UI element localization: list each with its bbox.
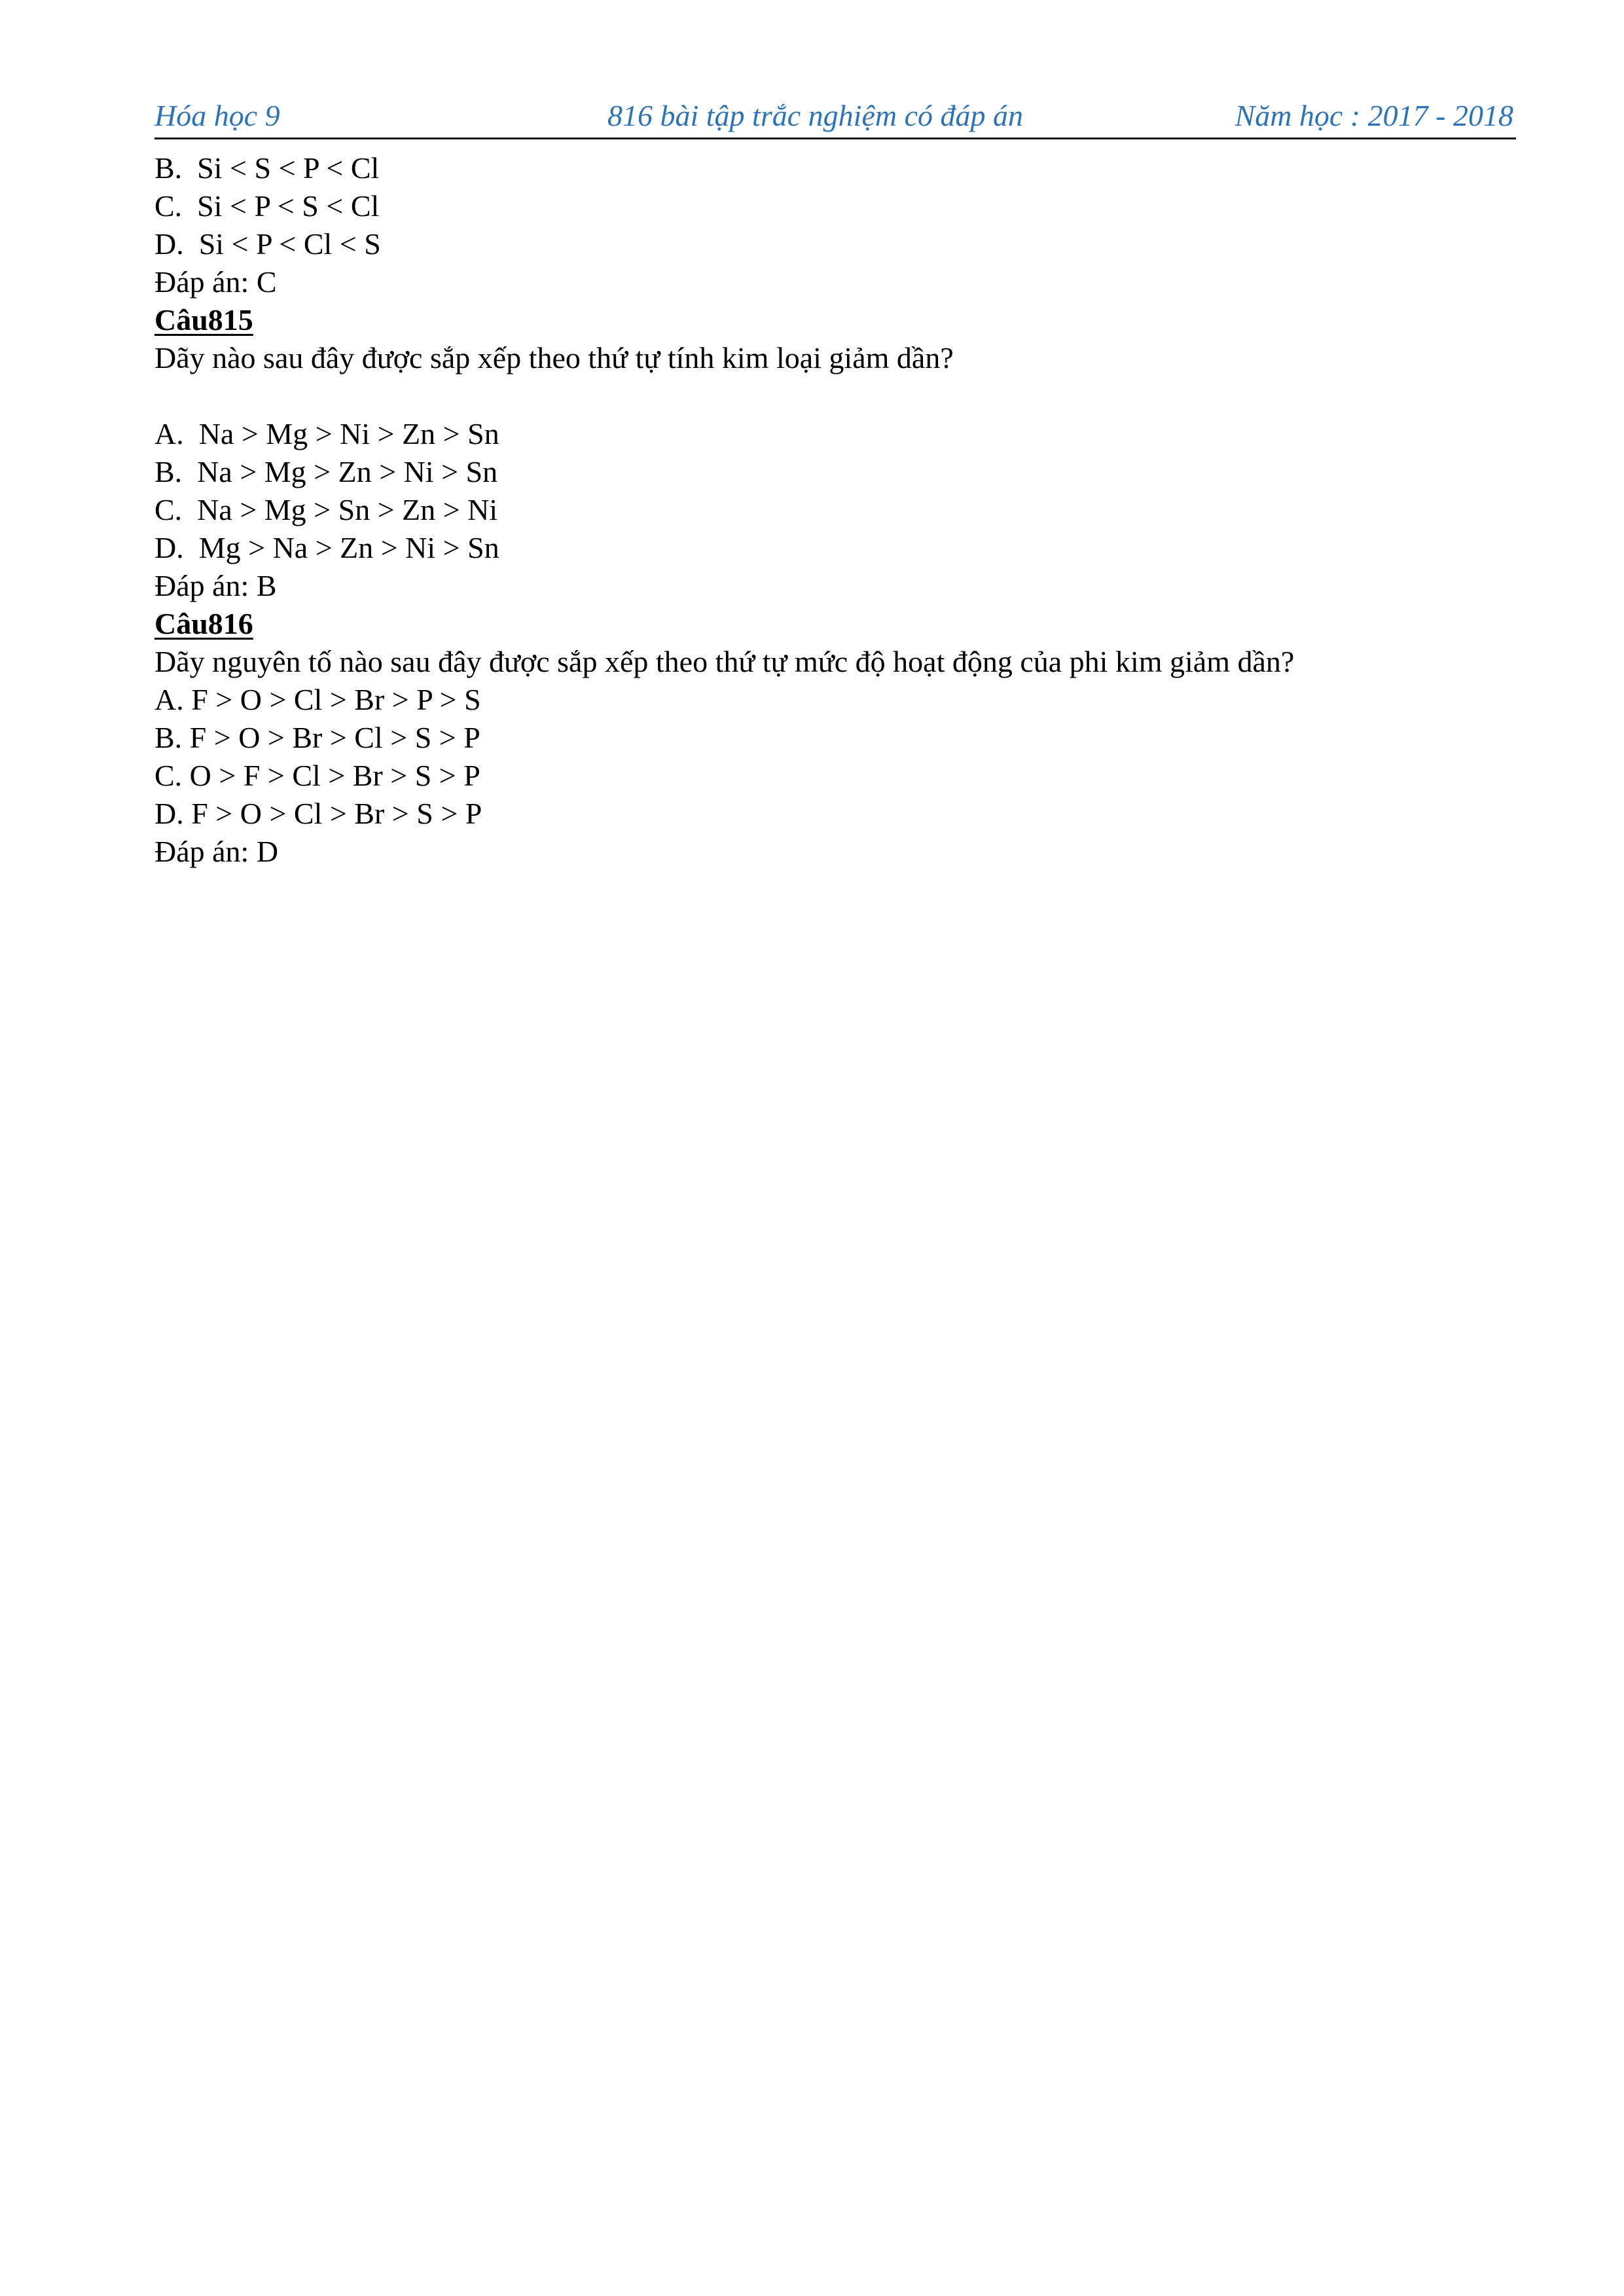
option-c: C. Na > Mg > Sn > Zn > Ni (154, 493, 498, 526)
option-c: C. Si < P < S < Cl (154, 189, 380, 223)
header-school-year: Năm học : 2017 - 2018 (1235, 99, 1513, 132)
header-title: 816 bài tập trắc nghiệm có đáp án (607, 99, 1023, 132)
option-b: B. Si < S < P < Cl (154, 151, 380, 185)
answer-line: Đáp án: C (154, 265, 277, 299)
document-body (154, 149, 1516, 871)
answer-line: Đáp án: D (154, 835, 279, 868)
option-b: B. F > O > Br > Cl > S > P (154, 721, 480, 754)
option-c: C. O > F > Cl > Br > S > P (154, 759, 480, 792)
answer-line: Đáp án: B (154, 569, 277, 602)
option-a: A. Na > Mg > Ni > Zn > Sn (154, 417, 499, 450)
option-d: D. F > O > Cl > Br > S > P (154, 797, 482, 830)
question-815 (154, 301, 1516, 605)
question-text: Dãy nào sau đây được sắp xếp theo thứ tự tính kim loại giảm dần? (154, 341, 954, 374)
question-title: Câu816 (154, 607, 253, 640)
question-title: Câu815 (154, 303, 253, 337)
header-subject: Hóa học 9 (154, 99, 280, 132)
option-b: B. Na > Mg > Zn > Ni > Sn (154, 455, 498, 488)
option-a: A. F > O > Cl > Br > P > S (154, 683, 481, 716)
question-814-tail (154, 149, 1516, 301)
blank-line (154, 377, 1516, 415)
option-d: D. Si < P < Cl < S (154, 227, 381, 261)
page-header (154, 97, 1516, 139)
option-d: D. Mg > Na > Zn > Ni > Sn (154, 531, 499, 564)
question-text: Dãy nguyên tố nào sau đây được sắp xếp theo thứ tự mức độ hoạt động của phi kim giảm dần? (154, 645, 1295, 678)
question-816 (154, 605, 1516, 871)
